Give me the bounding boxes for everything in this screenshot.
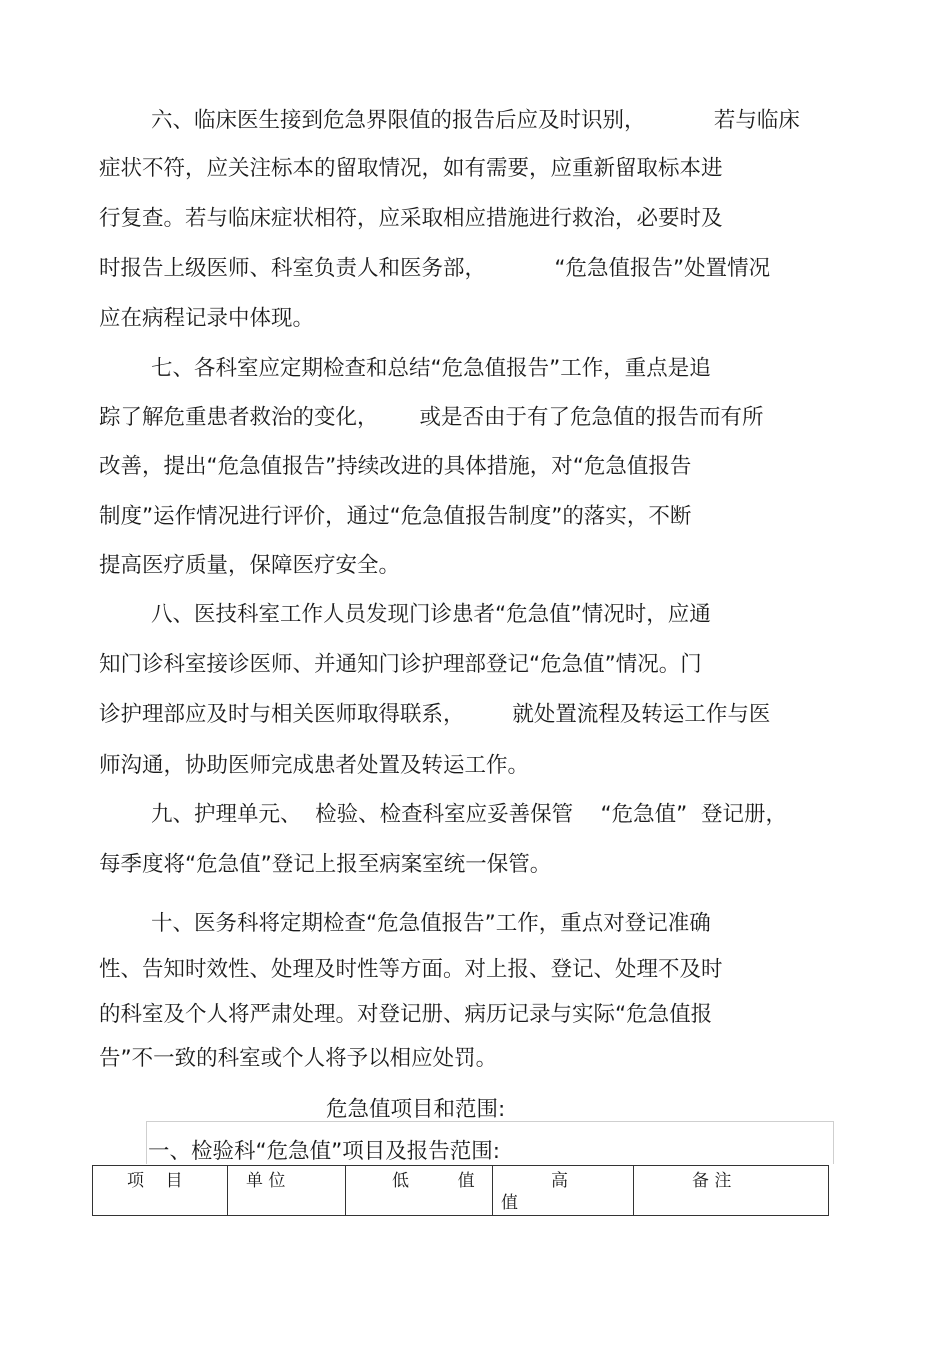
- para8-line3: 诊护理部应及时与相关医师取得联系， 就处置流程及转运工作与医: [99, 702, 771, 727]
- header-notes: 备 注: [634, 1166, 829, 1216]
- para8-line2: 知门诊科室接诊医师、并通知门诊护理部登记“危急值”情况。门: [99, 652, 702, 677]
- para7-line2: 踪了解危重患者救治的变化， 或是否由于有了危急值的报告而有所: [99, 405, 764, 430]
- para7-line5: 提高医疗质量，保障医疗安全。: [99, 553, 401, 578]
- para8-line1: 八、医技科室工作人员发现门诊患者“危急值”情况时，应通: [151, 602, 711, 627]
- para6-line1: 六、临床医生接到危急界限值的报告后应及时识别， 若与临床: [151, 108, 800, 133]
- para10-line2: 性、告知时效性、处理及时性等方面。对上报、登记、处理不及时: [99, 957, 723, 982]
- para6-line3: 行复查。若与临床症状相符，应采取相应措施进行救治，必要时及: [99, 206, 723, 231]
- section-title: 危急值项目和范围:: [326, 1097, 506, 1122]
- subsection-title: 一、检验科“危急值”项目及报告范围:: [148, 1139, 501, 1164]
- critical-value-table: [92, 1165, 829, 1216]
- para6-line4: 时报告上级医师、科室负责人和医务部， “危急值报告”处置情况: [99, 256, 771, 281]
- para9-line1: 九、护理单元、 检验、检查科室应妥善保管 “危急值” 登记册，: [151, 802, 787, 827]
- para8-line4: 师沟通，协助医师完成患者处置及转运工作。: [99, 753, 530, 778]
- para10-line4: 告”不一致的科室或个人将予以相应处罚。: [99, 1046, 498, 1071]
- para6-line5: 应在病程记录中体现。: [99, 306, 315, 331]
- para6-line2: 症状不符，应关注标本的留取情况，如有需要，应重新留取标本进: [99, 156, 723, 181]
- header-item: 项 目: [93, 1166, 228, 1216]
- para7-line1: 七、各科室应定期检查和总结“危急值报告”工作，重点是追: [151, 356, 711, 381]
- header-high-value: [493, 1166, 634, 1216]
- para10-line1: 十、医务科将定期检查“危急值报告”工作，重点对登记准确: [151, 911, 711, 936]
- header-low-value: 低 值: [346, 1166, 493, 1216]
- header-unit: 单 位: [228, 1166, 346, 1216]
- para9-line2: 每季度将“危急值”登记上报至病案室统一保管。: [99, 852, 552, 877]
- header-high-value-text: 高 值: [501, 1171, 568, 1213]
- para7-line4: 制度”运作情况进行评价，通过“危急值报告制度”的落实，不断: [99, 504, 692, 529]
- table-header-row: [93, 1166, 829, 1216]
- para10-line3: 的科室及个人将严肃处理。对登记册、病历记录与实际“危急值报: [99, 1002, 713, 1027]
- para7-line3: 改善，提出“危急值报告”持续改进的具体措施，对“危急值报告: [99, 454, 692, 479]
